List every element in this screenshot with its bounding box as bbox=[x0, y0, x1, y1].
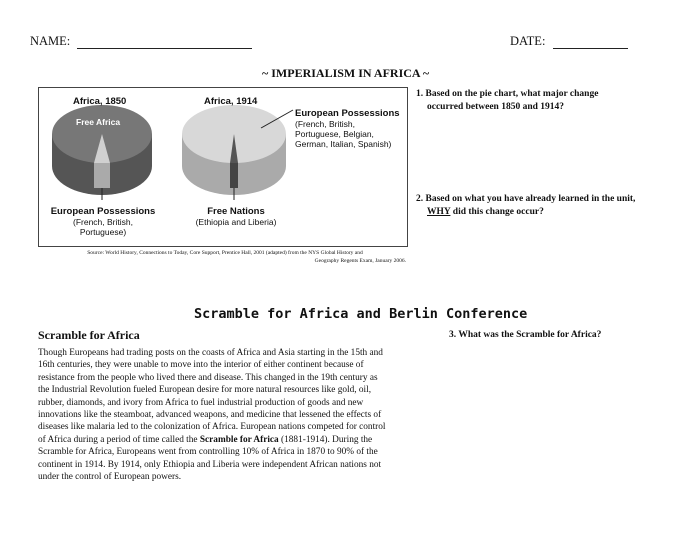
page-title: ~ IMPERIALISM IN AFRICA ~ bbox=[262, 66, 430, 80]
source-line1: Source: World History, Connections to Today, Core Support, Prentice Hall, 2001 (adapted) from the NYS Global History and bbox=[87, 250, 363, 256]
euro-1850-title: European Possessions bbox=[50, 206, 156, 217]
chart-title-1914: Africa, 1914 bbox=[204, 96, 258, 107]
section-subtitle: Scramble for Africa bbox=[38, 328, 140, 342]
euro-1914-line3: German, Italian, Spanish) bbox=[295, 139, 392, 149]
euro-1914-line2: Portuguese, Belgian, bbox=[295, 129, 374, 139]
source-line2: Geography Regents Exam, January 2006. bbox=[314, 258, 406, 264]
q2-line1: 2. Based on what you have already learned in the unit, bbox=[416, 194, 636, 204]
p8-pre: of Africa during a period of time called the bbox=[38, 434, 200, 445]
paragraph-line: the Industrial Revolution fueled European desire for more natural resources like gold, oil, bbox=[38, 385, 372, 396]
p8-bold-term: Scramble for Africa bbox=[199, 434, 279, 445]
date-field bbox=[510, 34, 628, 49]
euro-1914-title: European Possessions bbox=[295, 108, 400, 119]
euro-1914-line1: (French, British, bbox=[295, 119, 355, 129]
paragraph-line: continent in 1914. By 1914, only Ethiopia and Liberia were independent African nations not bbox=[38, 459, 382, 470]
p8-post: (1881-1914). During the bbox=[278, 434, 373, 445]
q1-line2: occurred between 1850 and 1914? bbox=[427, 102, 565, 112]
date-blank[interactable] bbox=[553, 48, 628, 49]
question-3: 3. What was the Scramble for Africa? bbox=[449, 330, 602, 340]
label-euro-1914 bbox=[295, 108, 400, 149]
pie-chart-box bbox=[38, 87, 408, 247]
name-blank[interactable] bbox=[77, 48, 252, 49]
pie-1850-euro-side bbox=[94, 163, 110, 188]
paragraph-line: Scramble for Africa, Europeans went from controlling 10% of Africa in 1870 to 90% of the bbox=[38, 447, 378, 458]
label-euro-1850 bbox=[47, 206, 159, 237]
euro-1850-line1: (French, British, bbox=[73, 217, 133, 227]
q2-rest: did this change occur? bbox=[450, 207, 544, 217]
pie-1914-free-side bbox=[230, 163, 238, 188]
question-2 bbox=[416, 193, 696, 219]
paragraph-line: resistance from the people who lived there and disease. This changed in the 19th century as bbox=[38, 372, 378, 383]
euro-1850-line2: Portuguese) bbox=[79, 227, 127, 237]
paragraph-line: diseases like malaria led to the colonization of Africa. European nations competed for control bbox=[38, 422, 386, 433]
paragraph-line: 16th centuries, they were unable to move into the interior of either continent because of bbox=[38, 360, 364, 371]
label-free-nations bbox=[181, 206, 291, 227]
name-label: NAME: bbox=[30, 34, 71, 48]
paragraph-line bbox=[38, 434, 438, 446]
section-title: Scramble for Africa and Berlin Conference bbox=[194, 306, 528, 322]
date-label: DATE: bbox=[510, 34, 546, 48]
paragraph-line: rubber, diamonds, and ivory from Africa to fuel industrial production of goods and new bbox=[38, 397, 364, 408]
chart-title-1850: Africa, 1850 bbox=[73, 96, 127, 107]
source-citation bbox=[44, 249, 406, 265]
q1-line1: 1. Based on the pie chart, what major change bbox=[416, 89, 599, 99]
section-paragraph bbox=[38, 347, 438, 483]
label-free-africa: Free Africa bbox=[76, 117, 121, 127]
q2-why: WHY bbox=[427, 207, 451, 217]
paragraph-line: Though Europeans had trading posts on the coasts of Africa and Asia starting in the 15th and bbox=[38, 348, 383, 358]
pie-1914 bbox=[182, 105, 293, 200]
question-1 bbox=[416, 88, 686, 114]
free-nations-sub: (Ethiopia and Liberia) bbox=[195, 217, 277, 227]
name-field bbox=[30, 34, 252, 49]
free-nations-title: Free Nations bbox=[207, 206, 265, 217]
paragraph-line: under the control of European powers. bbox=[38, 472, 182, 483]
paragraph-line: innovations like the steamboat, advanced weapons, and medicine that lessened the effects of bbox=[38, 410, 382, 421]
